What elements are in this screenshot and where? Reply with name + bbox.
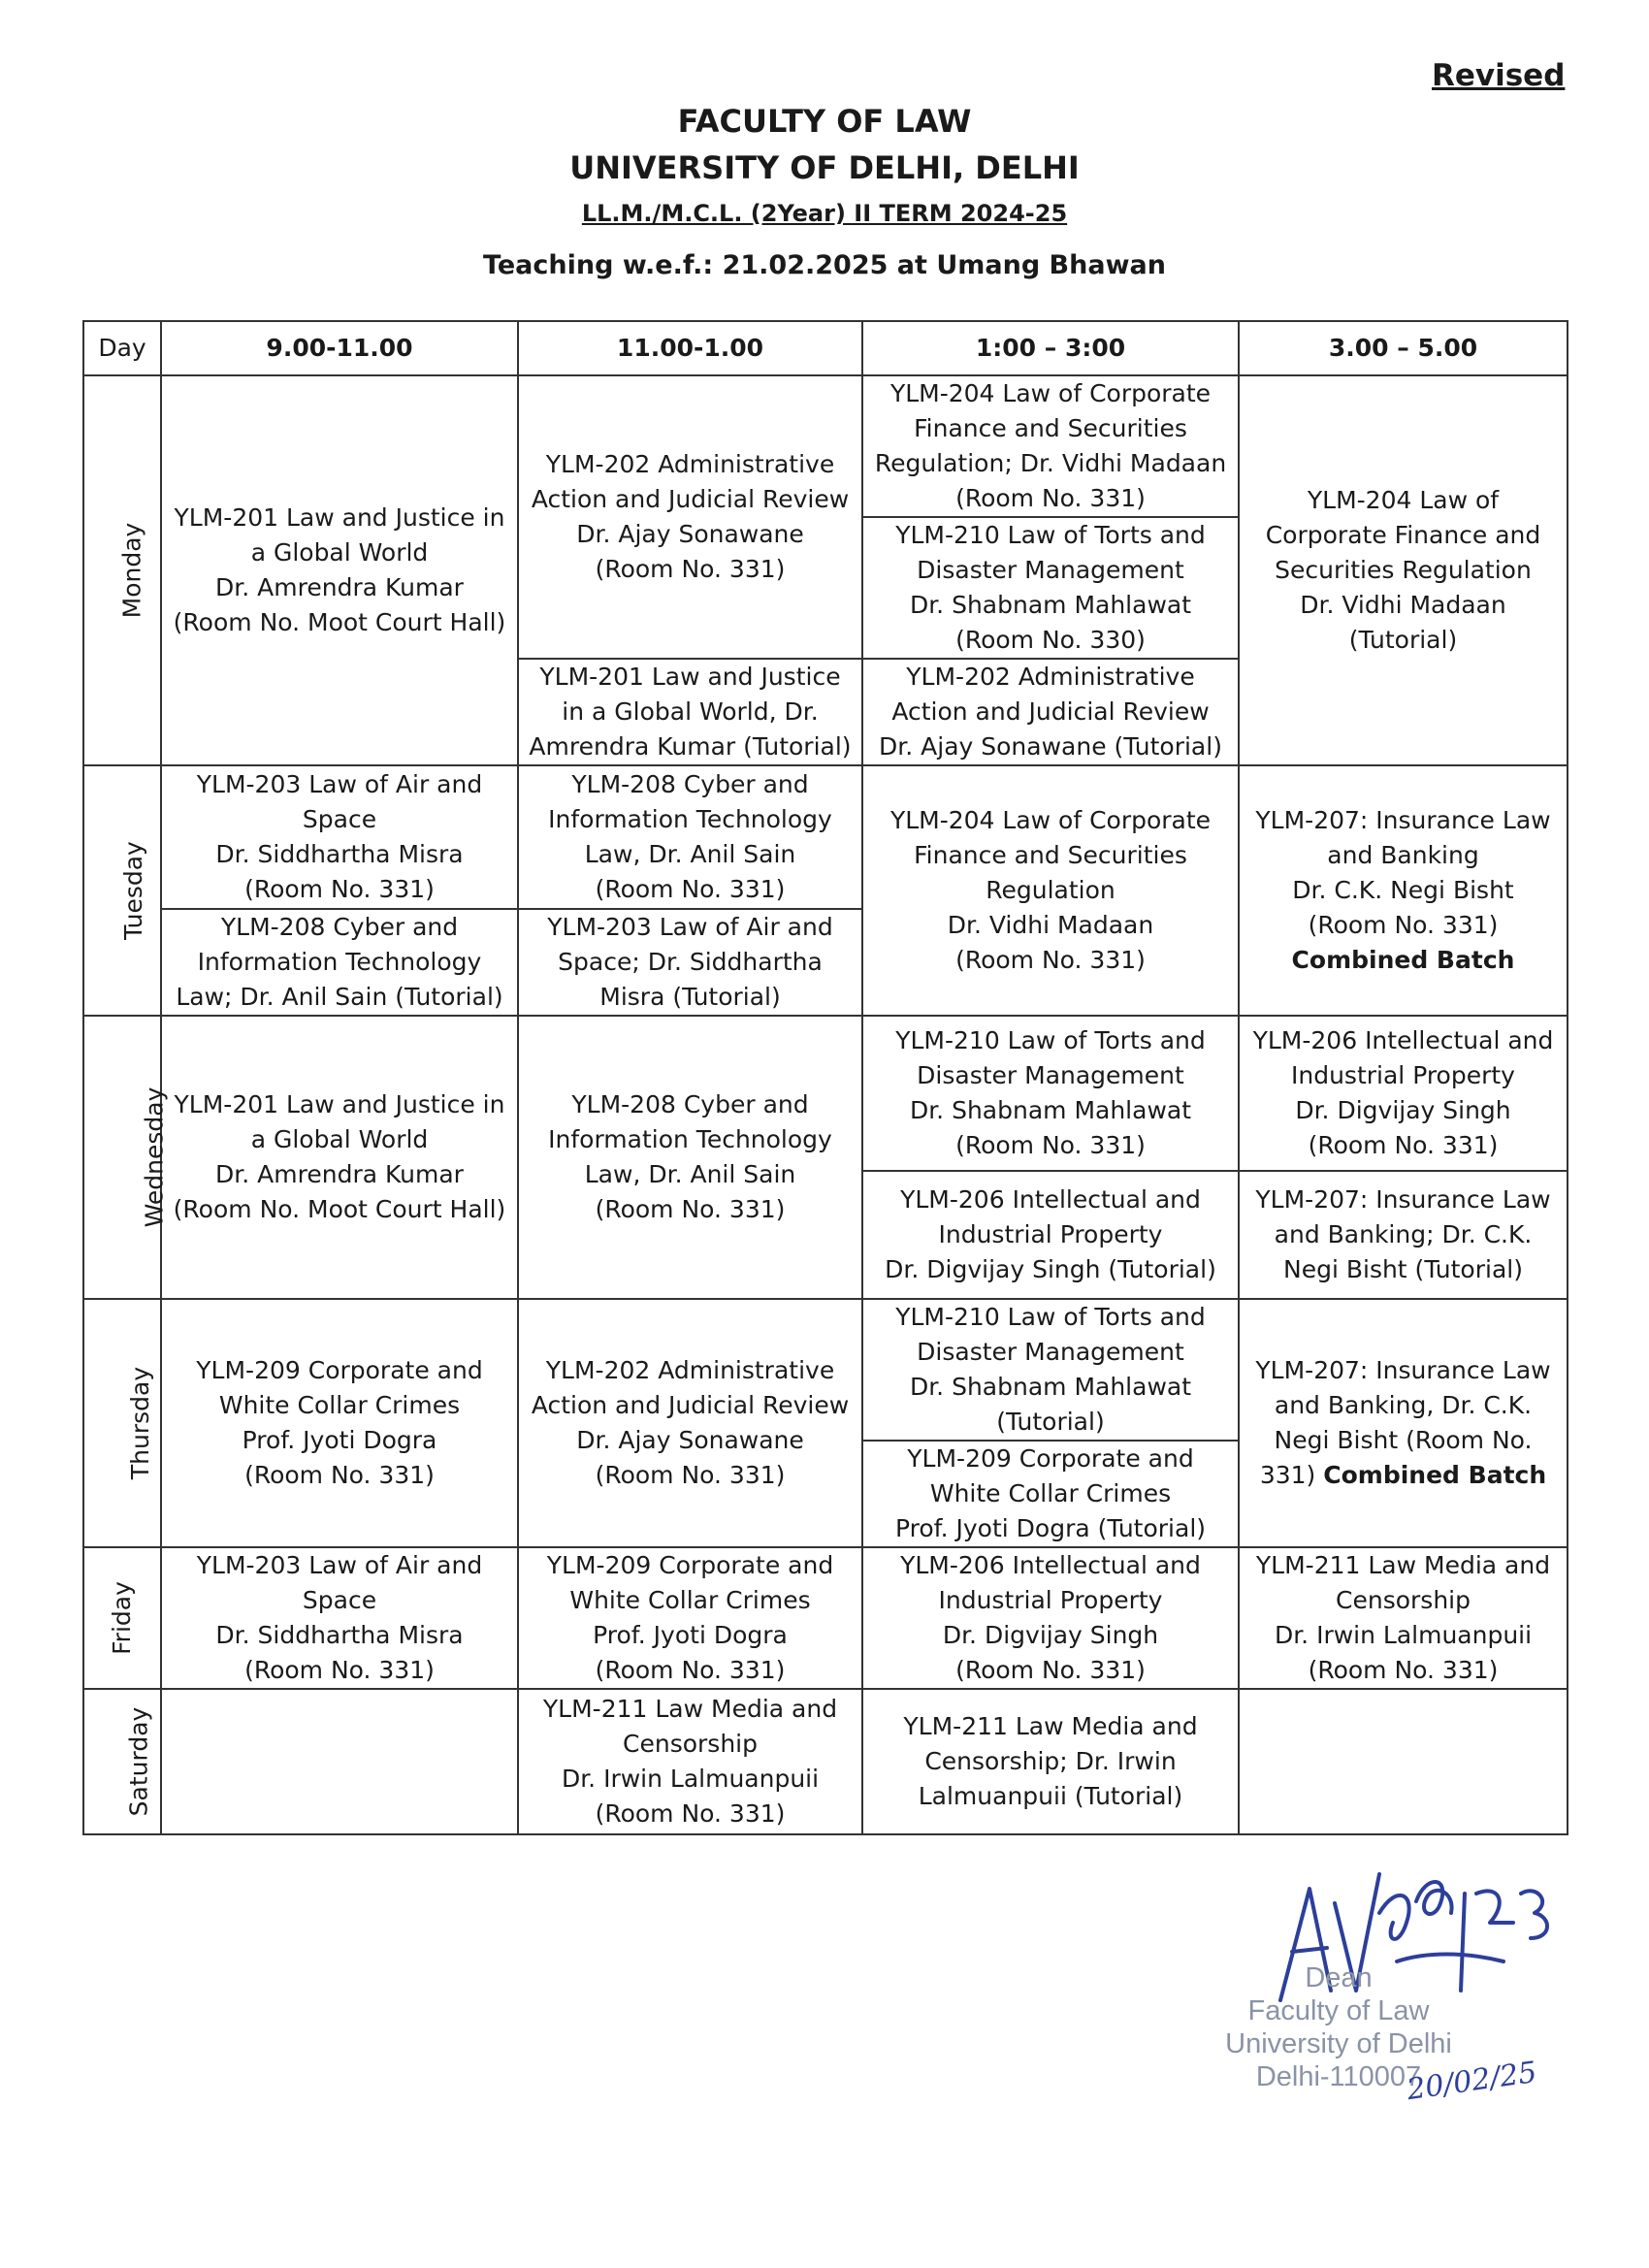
cell-text: YLM-208 Cyber and Information Technology Law, Dr. Anil Sain (Room No. 331) xyxy=(548,770,832,903)
handwritten-date: 20/02/25 xyxy=(1405,2055,1539,2108)
cell-text: YLM-201 Law and Justice in a Global World, Dr. Amrendra Kumar (Tutorial) xyxy=(529,663,852,761)
schedule-cell xyxy=(862,659,1239,765)
schedule-cell xyxy=(518,1689,862,1834)
combined-batch-label: Combined Batch xyxy=(1323,1461,1547,1489)
timetable xyxy=(82,320,1568,1835)
schedule-cell xyxy=(518,375,862,659)
header-slot-1: 9.00-11.00 xyxy=(161,321,518,375)
schedule-cell xyxy=(862,517,1239,659)
header-slot-4: 3.00 – 5.00 xyxy=(1239,321,1568,375)
cell-text: YLM-206 Intellectual and Industrial Property Dr. Digvijay Singh (Tutorial) xyxy=(885,1185,1216,1283)
cell-text: YLM-209 Corporate and White Collar Crimes Prof. Jyoti Dogra (Room No. 331) xyxy=(546,1551,834,1684)
day-cell xyxy=(83,1299,161,1547)
schedule-cell xyxy=(161,765,518,909)
table-row xyxy=(83,375,1568,517)
cell-text: YLM-211 Law Media and Censorship Dr. Irwin Lalmuanpuii (Room No. 331) xyxy=(542,1695,838,1828)
cell-text: YLM-210 Law of Torts and Disaster Management Dr. Shabnam Mahlawat (Tutorial) xyxy=(895,1303,1206,1436)
day-label: Friday xyxy=(108,1581,136,1655)
schedule-cell xyxy=(1239,1016,1568,1171)
header-slot-3: 1:00 – 3:00 xyxy=(862,321,1239,375)
revised-label: Revised xyxy=(1432,58,1566,93)
schedule-cell xyxy=(862,1441,1239,1547)
day-cell xyxy=(83,1016,169,1299)
cell-text: YLM-210 Law of Torts and Disaster Management Dr. Shabnam Mahlawat (Room No. 330) xyxy=(895,521,1206,654)
schedule-cell xyxy=(518,765,862,909)
cell-text: YLM-203 Law of Air and Space; Dr. Siddhartha Misra (Tutorial) xyxy=(547,913,833,1011)
cell-text: YLM-209 Corporate and White Collar Crimes Prof. Jyoti Dogra (Tutorial) xyxy=(894,1444,1207,1542)
stamp-title: Dean xyxy=(1305,1962,1373,1993)
cell-text: YLM-204 Law of Corporate Finance and Securities Regulation Dr. Vidhi Madaan (Tutorial) xyxy=(1265,486,1541,654)
schedule-cell xyxy=(1239,1299,1568,1547)
cell-text: YLM-204 Law of Corporate Finance and Securities Regulation; Dr. Vidhi Madaan (Room No. 331) xyxy=(874,379,1227,512)
table-row xyxy=(83,1016,1568,1171)
day-label: Wednesday xyxy=(140,1086,169,1228)
cell-text: YLM-206 Intellectual and Industrial Property Dr. Digvijay Singh (Room No. 331) xyxy=(900,1551,1201,1684)
schedule-cell xyxy=(161,1016,518,1299)
table-row xyxy=(83,765,1568,909)
day-cell xyxy=(83,1547,161,1689)
cell-text: YLM-211 Law Media and Censorship; Dr. Irwin Lalmuanpuii (Tutorial) xyxy=(903,1712,1198,1810)
day-label: Saturday xyxy=(124,1706,153,1817)
cell-text: YLM-201 Law and Justice in a Global World Dr. Amrendra Kumar (Room No. Moot Court Hall) xyxy=(173,503,506,636)
table-row xyxy=(83,1299,1568,1441)
schedule-cell xyxy=(161,1547,518,1689)
cell-text: YLM-203 Law of Air and Space Dr. Siddhartha Misra (Room No. 331) xyxy=(196,770,483,903)
schedule-cell xyxy=(161,375,518,765)
day-label: Thursday xyxy=(126,1366,155,1480)
schedule-cell xyxy=(518,1016,862,1299)
schedule-cell xyxy=(161,1299,518,1547)
header-row xyxy=(83,321,1568,375)
cell-text: YLM-208 Cyber and Information Technology Law; Dr. Anil Sain (Tutorial) xyxy=(176,913,503,1011)
cell-text: YLM-210 Law of Torts and Disaster Management Dr. Shabnam Mahlawat (Room No. 331) xyxy=(895,1026,1206,1159)
cell-text: YLM-208 Cyber and Information Technology Law, Dr. Anil Sain (Room No. 331) xyxy=(548,1090,832,1223)
header-day: Day xyxy=(83,321,161,375)
schedule-cell xyxy=(518,659,862,765)
schedule-cell xyxy=(1239,1171,1568,1299)
combined-batch-label: Combined Batch xyxy=(1291,946,1515,974)
cell-text: YLM-201 Law and Justice in a Global World Dr. Amrendra Kumar (Room No. Moot Court Hall) xyxy=(173,1090,506,1223)
schedule-cell xyxy=(161,909,518,1016)
schedule-cell xyxy=(1239,765,1568,1016)
day-label: Monday xyxy=(117,522,146,619)
table-row xyxy=(83,1689,1568,1834)
schedule-cell-empty xyxy=(161,1689,518,1834)
schedule-cell xyxy=(518,909,862,1016)
cell-text: YLM-202 Administrative Action and Judicial Review Dr. Ajay Sonawane (Tutorial) xyxy=(879,663,1222,761)
cell-text: YLM-207: Insurance Law and Banking Dr. C.K. Negi Bisht (Room No. 331) xyxy=(1255,806,1551,939)
schedule-cell xyxy=(518,1299,862,1547)
cell-text: YLM-207: Insurance Law and Banking; Dr. C.K. Negi Bisht (Tutorial) xyxy=(1255,1185,1551,1283)
teaching-info: Teaching w.e.f.: 21.02.2025 at Umang Bhawan xyxy=(483,250,1166,280)
cell-text: YLM-204 Law of Corporate Finance and Securities Regulation Dr. Vidhi Madaan (Room No. 331) xyxy=(889,806,1212,974)
cell-text: YLM-209 Corporate and White Collar Crimes Prof. Jyoti Dogra (Room No. 331) xyxy=(196,1356,483,1489)
cell-text: YLM-202 Administrative Action and Judicial Review Dr. Ajay Sonawane (Room No. 331) xyxy=(531,450,850,583)
schedule-cell xyxy=(862,765,1239,1016)
schedule-cell xyxy=(862,1016,1239,1171)
day-cell xyxy=(83,765,161,1016)
day-label: Tuesday xyxy=(118,841,147,940)
schedule-cell xyxy=(518,1547,862,1689)
stamp-line-2: University of Delhi xyxy=(1225,2028,1452,2059)
university-title: UNIVERSITY OF DELHI, DELHI xyxy=(569,149,1080,186)
stamp-line-1: Faculty of Law xyxy=(1247,1995,1430,2026)
day-cell xyxy=(83,375,161,765)
table-row xyxy=(83,1547,1568,1689)
schedule-cell xyxy=(862,1171,1239,1299)
faculty-title: FACULTY OF LAW xyxy=(677,103,972,140)
schedule-cell xyxy=(862,375,1239,517)
schedule-cell xyxy=(862,1689,1239,1834)
schedule-cell-empty xyxy=(1239,1689,1568,1834)
schedule-cell xyxy=(1239,1547,1568,1689)
cell-text: YLM-203 Law of Air and Space Dr. Siddhartha Misra (Room No. 331) xyxy=(196,1551,483,1684)
day-cell xyxy=(83,1689,161,1834)
cell-text: YLM-207: Insurance Law and Banking, Dr. C.K. Negi Bisht (Room No. 331) xyxy=(1255,1356,1551,1489)
course-title: LL.M./M.C.L. (2Year) II TERM 2024-25 xyxy=(581,200,1068,227)
schedule-cell xyxy=(1239,375,1568,765)
schedule-cell xyxy=(862,1547,1239,1689)
cell-text: YLM-206 Intellectual and Industrial Property Dr. Digvijay Singh (Room No. 331) xyxy=(1252,1026,1554,1159)
cell-text: YLM-202 Administrative Action and Judicial Review Dr. Ajay Sonawane (Room No. 331) xyxy=(531,1356,850,1489)
schedule-cell xyxy=(862,1299,1239,1441)
stamp-line-3: Delhi-110007 xyxy=(1255,2061,1422,2092)
cell-text: YLM-211 Law Media and Censorship Dr. Irwin Lalmuanpuii (Room No. 331) xyxy=(1255,1551,1551,1684)
header-slot-2: 11.00-1.00 xyxy=(518,321,862,375)
